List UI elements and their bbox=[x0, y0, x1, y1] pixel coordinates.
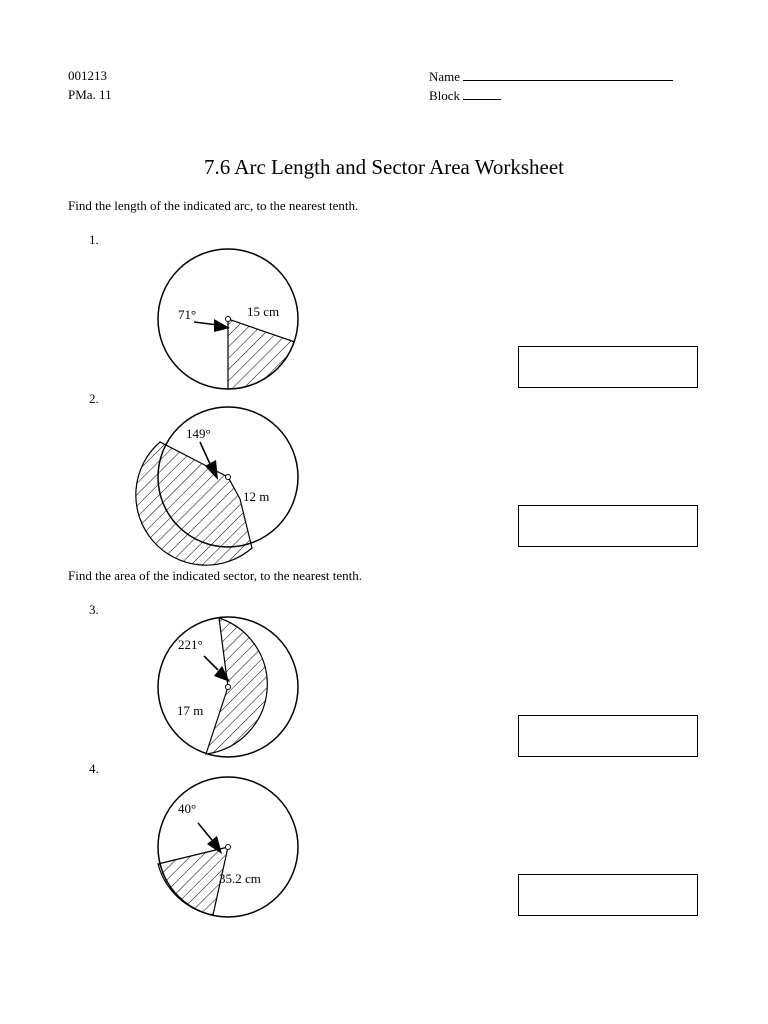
angle-label: 149° bbox=[186, 426, 211, 441]
radius-label: 12 m bbox=[243, 489, 270, 504]
radius-label: 15 cm bbox=[247, 304, 280, 319]
problem-number: 1. bbox=[89, 232, 99, 247]
block-label: Block bbox=[429, 88, 461, 103]
circle-diagram-4 bbox=[150, 772, 310, 922]
answer-box-1[interactable] bbox=[518, 346, 698, 388]
radius-label: 17 m bbox=[177, 703, 204, 718]
instruction-arc-length: Find the length of the indicated arc, to the nearest tenth. bbox=[68, 198, 359, 213]
name-blank[interactable] bbox=[463, 68, 673, 81]
circle-diagram-1 bbox=[150, 244, 310, 394]
block-blank[interactable] bbox=[463, 87, 501, 100]
answer-box-4[interactable] bbox=[518, 874, 698, 916]
answer-box-2[interactable] bbox=[518, 505, 698, 547]
name-field[interactable] bbox=[429, 68, 673, 84]
name-label: Name bbox=[429, 69, 461, 84]
radius-label: 35.2 cm bbox=[219, 871, 261, 886]
course-code: PMa. 11 bbox=[68, 87, 112, 102]
circle-diagram-3 bbox=[150, 612, 310, 762]
worksheet-title: 7.6 Arc Length and Sector Area Worksheet bbox=[203, 155, 565, 179]
problem-number: 2. bbox=[89, 391, 99, 406]
circle-diagram-2 bbox=[150, 402, 310, 552]
block-field[interactable] bbox=[429, 87, 501, 103]
angle-label: 71° bbox=[178, 307, 197, 322]
problem-number: 4. bbox=[89, 761, 99, 776]
angle-label: 40° bbox=[178, 801, 197, 816]
worksheet-id: 001213 bbox=[68, 68, 107, 83]
angle-label: 221° bbox=[178, 637, 203, 652]
answer-box-3[interactable] bbox=[518, 715, 698, 757]
instruction-sector-area: Find the area of the indicated sector, to the nearest tenth. bbox=[68, 568, 363, 583]
problem-number: 3. bbox=[89, 602, 99, 617]
